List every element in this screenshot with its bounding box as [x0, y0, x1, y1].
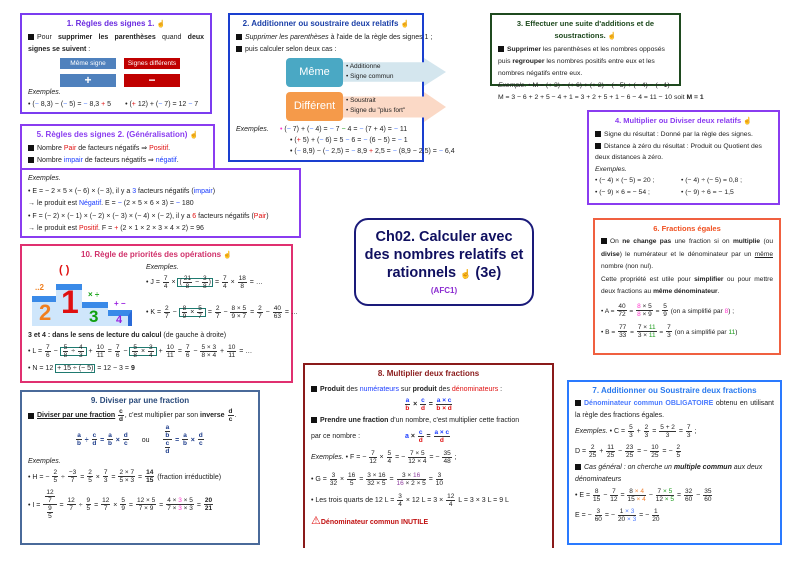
section-signs-rules-2-examples — [20, 168, 301, 238]
example-k: • K = $\frac{2}{7}$ − $\frac{8}{9}$ × $\frac{5}{7}$ = $\frac{2}{7}$ − $\frac{8 \times 5}{9 \times 7}$ = $\frac{2}{7}$ − $\frac{40}{63}$ = … — [146, 304, 298, 320]
bullet-square-icon — [601, 238, 607, 244]
product-rule: Produit des numérateurs sur produit des dénominateurs : — [320, 386, 503, 393]
section-add-subtract-fractions — [567, 380, 782, 545]
hand-pointer-icon[interactable]: ☝ — [400, 21, 410, 28]
examples-label: Exemples. — [595, 165, 627, 173]
intro-text: Pour supprimer les parenthèses quand deux signes se suivent : — [28, 34, 205, 53]
general-case-rule: Cas général : on cherche un multiple commun aux deux dénominateurs — [575, 464, 763, 483]
example-three-quarters: • Les trois quarts de 12 L = $\frac{3}{4}$ × 12 L = 3 × $\frac{12}{4}$ L = 3 × 3 L = 9 L — [311, 492, 509, 508]
section-equal-fractions — [593, 218, 781, 355]
hand-pointer-icon[interactable]: ☝ — [607, 33, 617, 40]
section-title: 1. Règles des signes 1. — [66, 19, 155, 28]
example-1: • (− 4) × (− 5) = 20 ; — [595, 177, 655, 184]
examples-label: Exemples. — [28, 457, 61, 465]
section-signs-rules-1 — [20, 13, 212, 114]
distance-rule: Distance à zéro du résultat : Produit ou Quotient des deux distances à zéro. — [595, 142, 762, 161]
hand-pointer-icon[interactable]: ☝ — [156, 21, 166, 28]
example-c: Exemples. • C = $\frac{5}{3}$ + $\frac{2}{3}$ = $\frac{5 + 2}{3}$ = $\frac{7}{3}$ ; — [575, 423, 697, 439]
fraction-of-number-rule: Prendre une fraction d'un nombre, c'est multiplier cette fraction — [320, 417, 520, 424]
step-2-text: puis calculer selon deux cas : — [245, 46, 337, 53]
hand-pointer-icon[interactable]: ☝ — [460, 269, 472, 279]
example-statement: Exemple. • M = (+ 3) − (+ 6) + (+ 2) − (− 5) + (− 4) − (− 1) — [498, 82, 670, 89]
formula-complex-fraction: $\frac{\frac{a}{b}}{\frac{c}{d}}$ = $\frac{a}{b}$ × $\frac{d}{c}$ — [162, 437, 205, 444]
power-symbol: ..2 — [35, 283, 44, 292]
section-sequence-add-subtract — [490, 13, 704, 101]
example-e-result: → le produit est Négatif. E = − (2 × 5 × 6 × 3) = − 180 — [28, 200, 194, 207]
warning-text: Dénominateur commun INUTILE — [320, 519, 429, 526]
or-label: ou — [141, 436, 150, 444]
different-bullet-1: • Soustrait — [346, 97, 376, 104]
bullet-square-icon — [575, 400, 581, 406]
bullet-square-icon — [311, 417, 317, 423]
bullet-square-icon — [28, 34, 34, 40]
formula-product: $\frac{a}{b}$ × $\frac{c}{d}$ = $\frac{a \times c}{b \times d}$ — [405, 396, 452, 412]
example-h: • H = − $\frac{2}{5}$ ÷ $\frac{-3}{7}$ = $\frac{2}{5}$ × $\frac{7}{3}$ = $\frac{2 \times 7}{5 \times 3}$ = $\frac{14}{15}$ (fraction irréductible) — [28, 469, 222, 485]
example-2: • (− 4) ÷ (− 5) = 0,8 ; — [681, 177, 743, 184]
example-l: • L = $\frac{7}{6}$ − $\frac{5}{8}$ ÷ $\frac{4}{3}$ + $\frac{10}{11}$ = $\frac{7}{6}$ − $\frac{5}{8}$ × $\frac{3}{4}$ + $\frac{10}{11}$ = $\frac{7}{6}$ − $\frac{5 \times 3}{8 \times 4}$ + $\frac{10}{11}$ = … — [28, 343, 253, 359]
example-e-result: E = − $\frac{3}{60}$ = − $\frac{1 \times 3}{20 \times 3}$ = − $\frac{1}{20}$ — [575, 507, 660, 523]
example-1: • (− 7) + (− 4) = − 7 − 4 = − (7 + 4) = − 11 — [280, 126, 408, 133]
same-case-box: Même — [286, 58, 343, 87]
same-bullet-1: • Additionne — [346, 63, 381, 70]
example-3: • (− 8,9) − (− 2,5) = − 8,9 + 2,5 = − (8,9 − 2,5) = − 6,4 — [290, 148, 455, 155]
even-rule: Nombre Pair de facteurs négatifs ⇒ Positif. — [37, 145, 171, 152]
minus-sign-box: − — [124, 74, 180, 87]
chapter-title: Ch02. Calculer avec des nombres relatifs et rationnels — [364, 229, 524, 281]
odd-rule: Nombre impair de facteurs négatifs ⇒ négatif. — [37, 157, 179, 164]
example-i: • I = $\frac{\frac{12}{7}}{\frac{9}{5}}$ = $\frac{12}{7}$ ÷ $\frac{9}{5}$ = $\frac{12}{7}$ × $\frac{5}{9}$ = $\frac{12 \times 5}{7 \times 9}$ = $\frac{4 \times 3 \times 5}{7 \times 3 \times 3}$ = $\frac{20}{21}$ — [28, 489, 213, 521]
warning-triangle-icon: ⚠ — [311, 515, 321, 527]
section-add-subtract-relatives — [228, 13, 455, 162]
priority-2-label: 2 — [39, 300, 52, 325]
section-title: 10. Règle de priorités des opérations — [81, 250, 222, 259]
section-title: 4. Multiplier ou Diviser deux relatifs — [614, 116, 742, 125]
bullet-square-icon — [595, 131, 601, 137]
grade-level: (3e) — [475, 265, 502, 281]
example-b: • B = $\frac{77}{33}$ = $\frac{7 \times 11}{3 \times 11}$ = $\frac{7}{3}$ (on a simplifié par 11) — [601, 324, 738, 340]
property-text: On ne change pas une fraction si on multiplie (ou divise) le numérateur et le dénominateur par un même nombre (non nul). — [601, 238, 773, 270]
bullet-square-icon — [498, 46, 504, 52]
hand-pointer-icon[interactable]: ☝ — [223, 252, 232, 259]
rule-text: Supprimer les parenthèses et les nombres opposés puis regrouper les nombres positifs entre eux et les nombres négatifs entre eux. — [498, 46, 665, 77]
section-title: 7. Additionner ou Soustraire deux fractions — [592, 386, 757, 395]
chapter-title-card — [354, 218, 534, 306]
bullet-square-icon — [28, 157, 34, 163]
section-divide-fraction — [20, 390, 260, 545]
formula-fraction-of-number: a × $\frac{c}{d}$ = $\frac{a \times c}{d}$ — [405, 428, 450, 444]
section-title: 9. Diviser par une fraction — [90, 396, 190, 405]
plus-sign-box: + — [60, 74, 116, 87]
section-title: 8. Multiplier deux fractions — [377, 369, 480, 378]
same-bullet-2: • Signe commun — [346, 73, 394, 80]
section-title: 5. Règles des signes 2. (Généralisation) — [36, 130, 188, 139]
fraction-of-number-rule-end: par ce nombre : — [311, 433, 361, 440]
bullet-square-icon — [236, 46, 242, 52]
example-a: • A = $\frac{40}{72}$ = $\frac{8 \times 5}{8 \times 9}$ = $\frac{5}{9}$ (on a simplifié par 8) ; — [601, 303, 735, 319]
bullet-square-icon — [28, 145, 34, 151]
section-signs-rules-2 — [20, 124, 215, 169]
example-3: • (− 9) × 6 = − 54 ; — [595, 188, 650, 196]
hand-pointer-icon[interactable]: ☝ — [743, 118, 753, 125]
section-title: 6. Fractions égales — [653, 224, 721, 233]
priority-1-label: 1 — [61, 284, 79, 320]
example-e: • E = − 2 × 5 × (− 6) × (− 3), il y a 3 facteurs négatifs (impair) — [28, 187, 216, 195]
parentheses-symbol: ( ) — [59, 264, 70, 276]
bullet-square-icon — [311, 386, 317, 392]
examples-label: Exemples. — [28, 175, 61, 182]
section-multiply-divide-relatives — [587, 110, 780, 205]
rule-text: Diviser par une fraction $\frac{c}{d}$ , c'est multiplier par son inverse $\frac{d}{c}$ . — [37, 408, 237, 423]
example-f-result: → le produit est Positif. F = + (2 × 1 × 2 × 3 × 4 × 2) = 96 — [28, 225, 204, 232]
left-to-right-rule: 3 et 4 : dans le sens de lecture du calcul (de gauche à droite) — [28, 332, 227, 339]
section-title: 2. Additionner ou soustraire deux relatifs — [242, 19, 399, 28]
section-operation-priority — [20, 244, 298, 383]
example-n: • N = 12 + 15 ÷ (− 5) = 12 − 3 = 9 — [28, 365, 135, 372]
examples-label: Exemples. — [28, 89, 61, 96]
bullet-square-icon — [595, 143, 601, 149]
example-4: • (− 9) ÷ 6 = − 1,5 — [681, 188, 734, 196]
multiply-divide-symbol: × ÷ — [88, 290, 100, 299]
different-signs-label: Signes différents — [124, 58, 180, 69]
different-case-box: Différent — [286, 92, 343, 121]
priority-3-label: 3 — [89, 307, 99, 326]
example-f: Exemples. • F = − $\frac{7}{12}$ × $\frac{5}{4}$ = − $\frac{7 \times 5}{12 \times 4}$ = − $\frac{35}{48}$ ; — [311, 449, 457, 465]
same-sign-label: Même signe — [60, 58, 116, 69]
step-1-text: Supprimer les parenthèses à l'aide de la règle des signes 1 ; — [245, 34, 433, 41]
add-subtract-symbol: + − — [114, 299, 126, 308]
property-use-text: Cette propriété est utile pour simplifier ou pour mettre deux fractions au même dénominateur. — [601, 275, 773, 295]
priority-podium-illustration — [32, 262, 138, 332]
chapter-code: (AFC1) — [430, 286, 458, 295]
priority-4-label: 4 — [116, 314, 123, 326]
section-multiply-fractions — [303, 363, 554, 548]
example-f: • F = (− 2) × (− 1) × (− 2) × (− 3) × (− 4) × (− 2), il y a 6 facteurs négatifs (Pair) — [28, 212, 269, 220]
bullet-square-icon — [28, 413, 34, 419]
hand-pointer-icon[interactable]: ☝ — [189, 132, 199, 139]
example-2: • (+ 12) + (− 7) = 12 − 7 — [125, 101, 199, 108]
example-g: • G = $\frac{3}{32}$ × $\frac{16}{5}$ = $\frac{3 \times 16}{32 \times 5}$ = $\frac{3 \times 16}{16 \times 2 \times 5}$ = $\frac{3}{10}$ — [311, 471, 444, 487]
example-e: • E = $\frac{8}{15}$ − $\frac{7}{12}$ = $\frac{8 \times 4}{15 \times 4}$ − $\frac{7 \times 5}{12 \times 5}$ = $\frac{32}{60}$ − $\frac{35}{60}$ — [575, 487, 712, 503]
example-j: • J = $\frac{7}{4}$ × ( $\frac{21}{8}$ − $\frac{3}{8}$ ) = $\frac{7}{4}$ × $\frac{18}{8}$ = … — [146, 274, 263, 290]
common-denominator-rule: Dénominateur commun OBLIGATOIRE obtenu en utilisant la règle des fractions égales. — [575, 400, 774, 419]
different-bullet-2: • Signe du "plus fort" — [346, 107, 406, 114]
formula-divide: $\frac{a}{b}$ ÷ $\frac{c}{d}$ = $\frac{a}{b}$ × $\frac{d}{c}$ — [77, 432, 128, 448]
examples-label: Exemples. — [146, 264, 179, 271]
examples-label: Exemples. — [236, 126, 269, 133]
example-2: • (+ 5) + (− 6) = 5 − 6 = − (6 − 5) = − 1 — [290, 137, 408, 144]
section-title: 3. Effectuer une suite d'additions et de soustractions. — [516, 19, 655, 40]
example-1: • (− 8,3) − (− 5) = − 8,3 + 5 — [28, 101, 112, 108]
example-d: D = $\frac{2}{25}$ + $\frac{11}{25}$ − $\frac{23}{25}$ = − $\frac{10}{25}$ = − $\frac{2}{5}$ — [575, 443, 681, 459]
bullet-square-icon — [236, 34, 242, 40]
example-solution: M = 3 − 6 + 2 + 5 − 4 + 1 = 3 + 2 + 5 + 1 − 6 − 4 = 11 − 10 soit M = 1 — [498, 94, 704, 101]
bullet-square-icon — [575, 464, 581, 470]
sign-rule: Signe du résultat : Donné par la règle des signes. — [604, 131, 753, 138]
